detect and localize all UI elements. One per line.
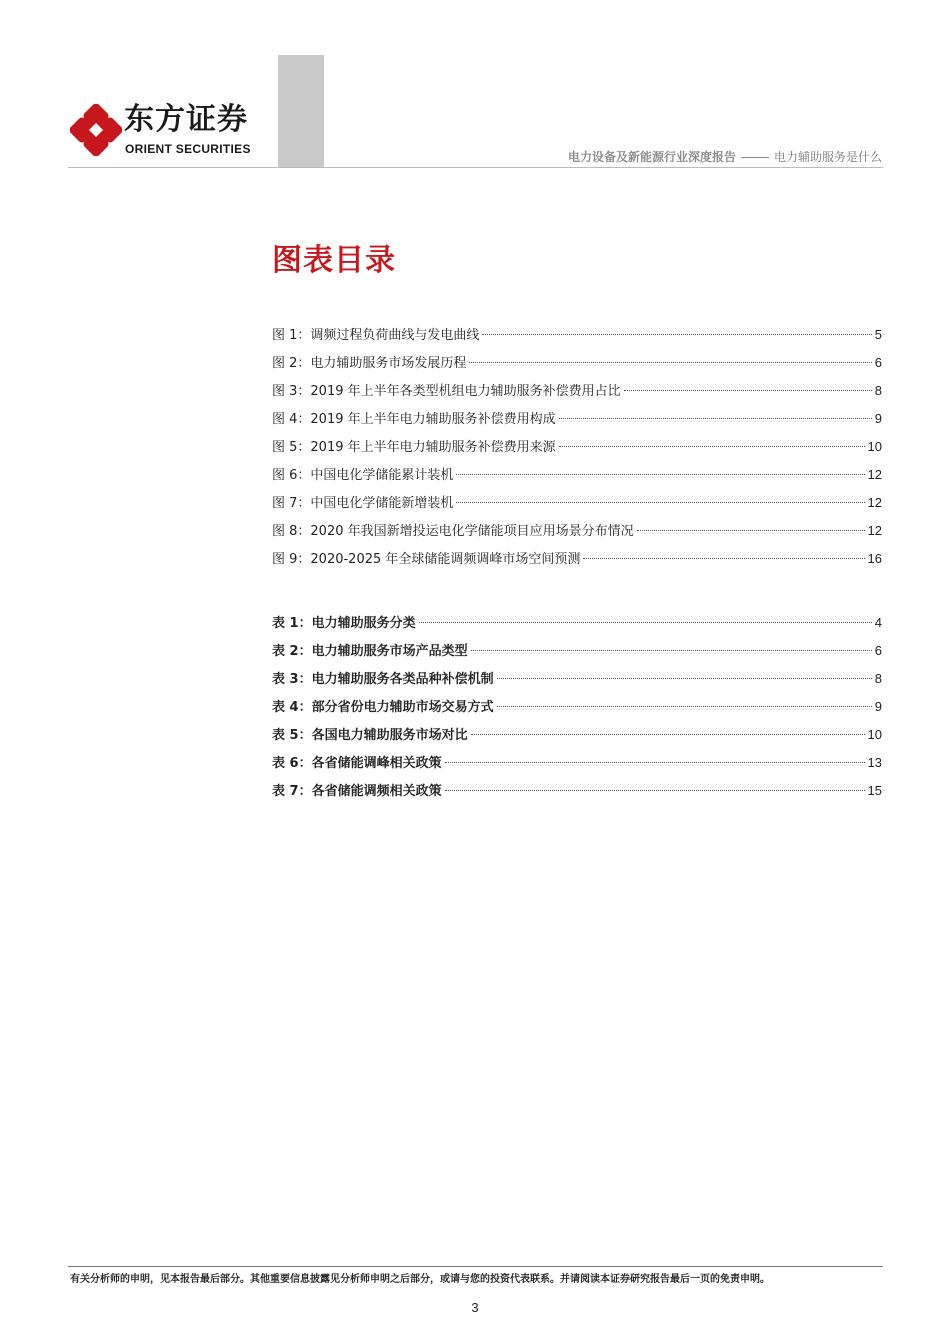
company-logo	[70, 104, 270, 160]
toc-page-number: 16	[867, 551, 882, 566]
page-number: 3	[471, 1300, 479, 1315]
toc-item-label: 图 2：电力辅助服务市场发展历程	[272, 356, 467, 371]
toc-item-label: 图 5：2019 年上半年电力辅助服务补偿费用来源	[272, 440, 556, 455]
toc-page-number: 5	[874, 327, 882, 342]
toc-item-label: 图 9：2020-2025 年全球储能调频调峰市场空间预测	[272, 552, 581, 567]
toc-item-label: 图 3：2019 年上半年各类型机组电力辅助服务补偿费用占比	[272, 384, 621, 399]
toc-leader-dots	[419, 621, 872, 623]
toc-page-number: 6	[874, 355, 882, 370]
report-category: 电力设备及新能源行业深度报告	[567, 150, 736, 164]
toc-leader-dots	[497, 705, 872, 707]
toc-item-label: 表 1：电力辅助服务分类	[272, 616, 416, 631]
toc-leader-dots	[559, 417, 872, 419]
toc-leader-dots	[471, 733, 865, 735]
toc-page-number: 10	[867, 439, 882, 454]
toc-page-number: 9	[874, 699, 882, 714]
toc-item-label: 表 3：电力辅助服务各类品种补偿机制	[272, 672, 494, 687]
figure-list	[272, 321, 882, 573]
toc-page-number: 12	[867, 495, 882, 510]
toc-leader-dots	[637, 529, 865, 531]
toc-table-item[interactable]	[272, 665, 882, 693]
toc-table-item[interactable]	[272, 721, 882, 749]
toc-figure-item[interactable]	[272, 321, 882, 349]
toc-leader-dots	[583, 557, 864, 559]
toc-item-label: 表 2：电力辅助服务市场产品类型	[272, 644, 468, 659]
toc-page-number: 15	[867, 783, 882, 798]
toc-figure-item[interactable]	[272, 489, 882, 517]
toc-figure-item[interactable]	[272, 517, 882, 545]
toc-table-item[interactable]	[272, 777, 882, 805]
toc-leader-dots	[471, 649, 872, 651]
toc-leader-dots	[456, 473, 864, 475]
toc-leader-dots	[469, 361, 871, 363]
toc-table-item[interactable]	[272, 693, 882, 721]
toc-item-label: 表 5：各国电力辅助服务市场对比	[272, 728, 468, 743]
footer-disclaimer: 有关分析师的申明，见本报告最后部分。其他重要信息披露见分析师申明之后部分，或请与您的投资代表联系。并请阅读本证券研究报告最后一页的免责申明。	[70, 1274, 770, 1285]
toc-item-label: 图 7：中国电化学储能新增装机	[272, 496, 454, 511]
toc-figure-item[interactable]	[272, 405, 882, 433]
logo-english-name: ORIENT SECURITIES	[125, 142, 251, 156]
toc-item-label: 图 8：2020 年我国新增投运电化学储能项目应用场景分布情况	[272, 524, 634, 539]
toc-leader-dots	[497, 677, 872, 679]
toc-page-number: 12	[867, 467, 882, 482]
toc-figure-item[interactable]	[272, 461, 882, 489]
toc-page-number: 10	[867, 727, 882, 742]
toc-figure-item[interactable]	[272, 349, 882, 377]
toc-figure-item[interactable]	[272, 433, 882, 461]
report-header	[568, 150, 882, 164]
header-gray-bar	[278, 55, 324, 167]
report-topic: 电力辅助服务是什么	[773, 150, 882, 164]
toc-page-number: 6	[874, 643, 882, 658]
toc-figure-item[interactable]	[272, 545, 882, 573]
footer-divider	[68, 1266, 883, 1267]
toc-page-number: 8	[874, 671, 882, 686]
toc-table-item[interactable]	[272, 637, 882, 665]
toc-item-label: 图 6：中国电化学储能累计装机	[272, 468, 454, 483]
toc-page-number: 8	[874, 383, 882, 398]
toc-leader-dots	[482, 333, 871, 335]
toc-table-item[interactable]	[272, 749, 882, 777]
toc-item-label: 图 4：2019 年上半年电力辅助服务补偿费用构成	[272, 412, 556, 427]
toc-leader-dots	[445, 761, 865, 763]
toc-page-number: 12	[867, 523, 882, 538]
toc-page-number: 4	[874, 615, 882, 630]
toc-leader-dots	[559, 445, 865, 447]
toc-item-label: 表 4：部分省份电力辅助市场交易方式	[272, 700, 494, 715]
toc-page-number: 13	[867, 755, 882, 770]
header-divider	[68, 167, 883, 168]
orient-logo-icon	[70, 104, 122, 156]
toc-leader-dots	[445, 789, 865, 791]
table-list	[272, 609, 882, 805]
toc-leader-dots	[456, 501, 864, 503]
toc-page-number: 9	[874, 411, 882, 426]
logo-chinese-name: 东方证券	[124, 102, 248, 137]
header-dash	[741, 157, 769, 158]
toc-leader-dots	[624, 389, 872, 391]
toc-figure-item[interactable]	[272, 377, 882, 405]
toc-item-label: 表 7：各省储能调频相关政策	[272, 784, 442, 799]
page-title: 图表目录	[272, 243, 396, 278]
toc-item-label: 图 1：调频过程负荷曲线与发电曲线	[272, 328, 480, 343]
toc-table-item[interactable]	[272, 609, 882, 637]
toc-item-label: 表 6：各省储能调峰相关政策	[272, 756, 442, 771]
